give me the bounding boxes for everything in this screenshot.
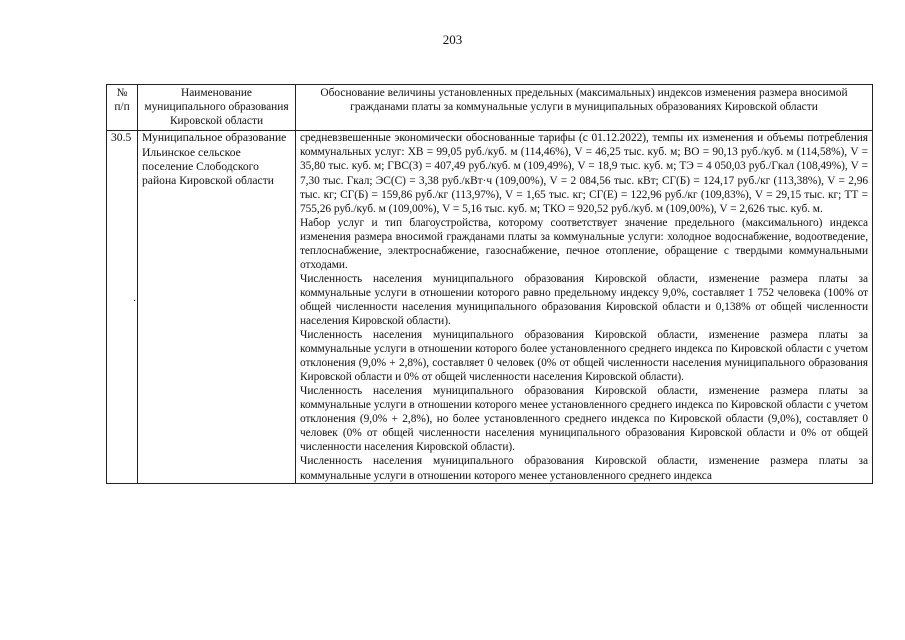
scan-dot-mark: · <box>133 296 137 307</box>
basis-paragraph-population-between: Численность населения муниципального образования Кировской области, изменение размера платы за коммунальные услуги в отношении которого менее установленного среднего индекса по Кировской области с учетом отклонения (9,0% + 2,8%), но более установленного среднего индекса по Кировской области (9,0%), составляет 0 человек (0% от общей численности населения муниципального образования Кировской области и 0% от общей численности населения Кировской области). <box>300 385 868 454</box>
row-number: 30.5 <box>107 131 138 483</box>
table-header-row <box>107 85 873 131</box>
header-number: № п/п <box>107 85 138 131</box>
basis-paragraph-tariffs: средневзвешенные экономически обоснованные тарифы (с 01.12.2022), темпы их изменения и объемы потребления коммунальных услуг: ХВ = 99,05 руб./куб. м (114,46%), V = 46,25 тыс. куб. м; ВО = 90,13 руб./куб. м (114,58%), V = 35,80 тыс. куб. м; ГВС(З) = 407,49 руб./куб. м (109,49%), V = 18,9 тыс. куб. м; ТЭ = 4 050,03 руб./Гкал (108,49%), V = 7,30 тыс. Гкал; ЭС(С) = 3,38 руб./кВт·ч (109,00%), V = 2 084,56 тыс. кВт; СГ(Б) = 124,17 руб./кг (113,38%), V = 2,96 тыс. кг; СГ(Б) = 159,86 руб./кг (113,97%), V = 1,65 тыс. кг; СГ(Е) = 122,96 руб./кг (109,83%), V = 29,15 тыс. кг; ТТ = 755,26 руб./куб. м (109,00%), V = 5,16 тыс. куб. м; ТКО = 920,52 руб./куб. м (109,00%), V = 2,626 тыс. куб. м. <box>300 132 868 215</box>
header-municipality-name: Наименование муниципального образования Кировской области <box>138 85 296 131</box>
row-basis-text <box>296 131 873 483</box>
basis-paragraph-services: Набор услуг и тип благоустройства, которому соответствует значение предельного (максимального) индекса изменения размера вносимой гражданами платы за коммунальные услуги: холодное водоснабжение, водоотведение, теплоснабжение, электроснабжение, газоснабжение, печное отопление, обращение с твердыми коммунальными отходами. <box>300 216 868 271</box>
row-municipality-name: Муниципальное образование Ильинское сельское поселение Слободского района Кировской области <box>138 131 296 483</box>
table-row <box>107 131 873 483</box>
basis-paragraph-population-above: Численность населения муниципального образования Кировской области, изменение размера платы за коммунальные услуги в отношении которого более установленного среднего индекса по Кировской области с учетом отклонения (9,0% + 2,8%), составляет 0 человек (0% от общей численности населения муниципального образования Кировской области и 0% от общей численности населения Кировской области). <box>300 329 868 384</box>
page-number: 203 <box>442 32 463 47</box>
tariff-index-table <box>106 84 873 484</box>
header-basis: Обоснование величины установленных предельных (максимальных) индексов изменения размера вносимой гражданами платы за коммунальные услуги в муниципальных образованиях Кировской области <box>296 85 873 131</box>
basis-paragraph-population-below: Численность населения муниципального образования Кировской области, изменение размера платы за коммунальные услуги в отношении которого менее установленного среднего индекса <box>300 455 868 482</box>
basis-paragraph-population-equal: Численность населения муниципального образования Кировской области, изменение размера платы за коммунальные услуги в отношении которого равно предельному индексу 9,0%, составляет 1 752 человека (100% от общей численности населения муниципального образования Кировской области и 0,138% от общей численности населения Кировской области). <box>300 272 868 327</box>
